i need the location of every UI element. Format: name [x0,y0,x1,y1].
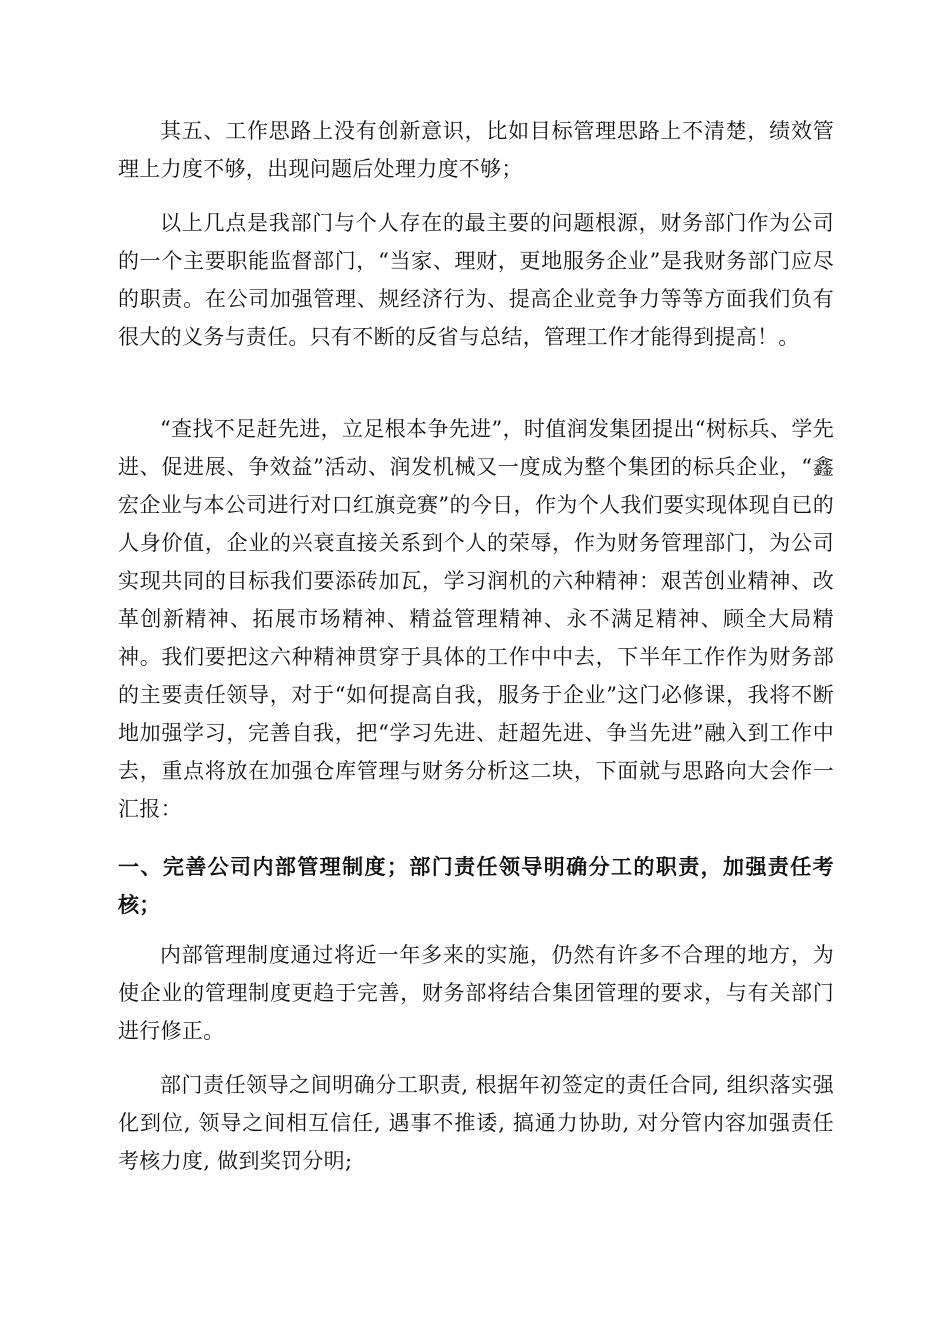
paragraph-responsibility-division: 部门责任领导之间明确分工职责, 根据年初签定的责任合同, 组织落实强化到位, 领导之间相互信任, 遇事不推诿, 搞通力协助, 对分管内容加强责任考核力度, 做到奖罚分明; [118,1073,834,1173]
paragraph-system-revision: 内部管理制度通过将近一年多来的实施，仍然有许多不合理的地方，为使企业的管理制度更趋于完善，财务部将结合集团管理的要求，与有关部门进行修正。 [118,943,834,1043]
paragraph-fifth-issue: 其五、工作思路上没有创新意识，比如目标管理思路上不清楚，绩效管理上力度不够，出现问题后处理力度不够； [118,119,834,181]
paragraph-problem-summary: 以上几点是我部门与个人存在的最主要的问题根源，财务部门作为公司的一个主要职能监督部门，“当家、理财，更地服务企业”是我财务部门应尽的职责。在公司加强管理、规经济行为、提高企业竞争力等等方面我们负有很大的义务与责任。只有不断的反省与总结，管理工作才能得到提高！。 [118,211,834,349]
paragraph-work-plan: “查找不足赶先进，立足根本争先进”，时值润发集团提出“树标兵、学先进、促进展、争效益”活动、润发机械又一度成为整个集团的标兵企业，“鑫宏企业与本公司进行对口红旗竞赛”的今日，作为个人我们要实现体现自已的人身价值，企业的兴衰直接关系到个人的荣辱，作为财务管理部门，为公司实现共同的目标我们要添砖加瓦，学习润机的六种精神：艰苦创业精神、改革创新精神、拓展市场精神、精益管理精神、永不满足精神、顾全大局精神。我们要把这六种精神贯穿于具体的工作中中去，下半年工作作为财务部的主要责任领导，对于“如何提高自我，服务于企业”这门必修课，我将不断地加强学习，完善自我，把“学习先进、赶超先进、争当先进”融入到工作中去，重点将放在加强仓库管理与财务分析这二块，下面就与思路向大会作一汇报： [118,417,834,821]
section-heading-internal-management: 一、完善公司内部管理制度；部门责任领导明确分工的职责，加强责任考核； [118,855,834,917]
